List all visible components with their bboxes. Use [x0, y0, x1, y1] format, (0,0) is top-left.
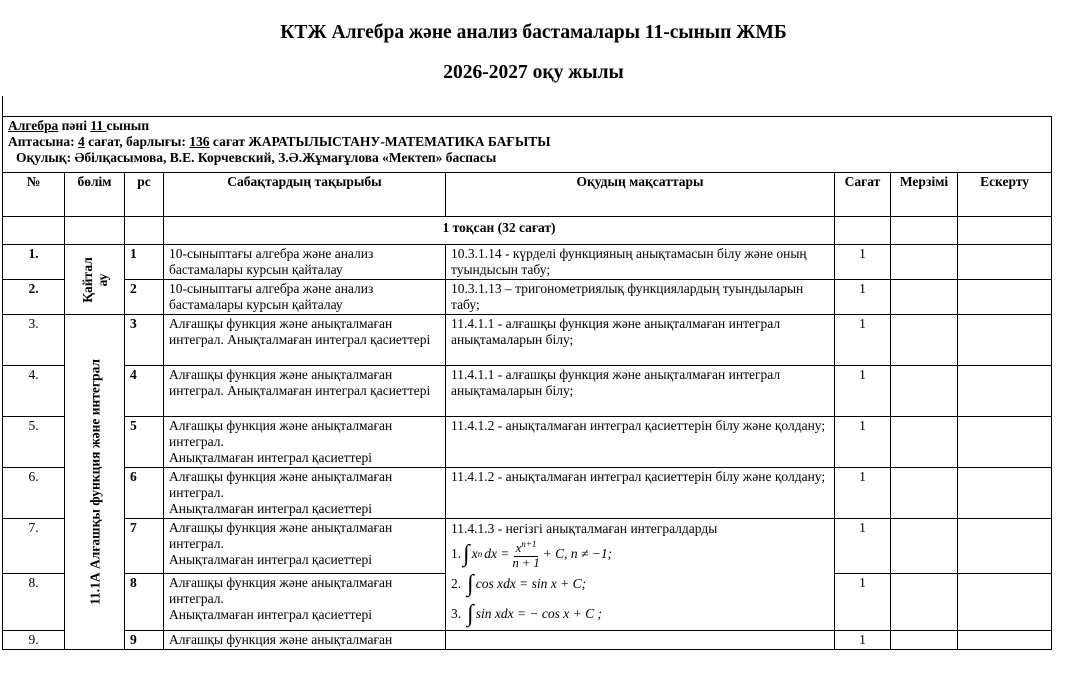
topic-line-2: Анықталмаған интеграл қасиеттері	[169, 607, 372, 623]
lesson-date	[891, 417, 958, 468]
fraction-numerator-exp: n+1	[521, 539, 537, 550]
subject-name: Алгебра	[8, 118, 59, 133]
row-num: 1.	[3, 245, 65, 280]
lesson-num: 9	[125, 631, 164, 650]
formula-2-num: 2.	[451, 576, 462, 591]
lesson-note	[958, 468, 1052, 519]
lesson-goal: 10.3.1.14 - күрделі функцияның анықтамасын білу және оның туындысын табу;	[446, 245, 835, 280]
lesson-topic: Алғашқы функция және анықталмаған интеграл. Анықталмаған интеграл қасиеттері	[164, 366, 446, 417]
lesson-topic	[164, 519, 446, 574]
fraction-numerator: x	[515, 541, 522, 556]
lesson-date	[891, 468, 958, 519]
formula-2	[451, 569, 829, 599]
col-lesson: рс	[125, 173, 164, 217]
formula-3-num: 3.	[451, 606, 462, 621]
table-header-info	[3, 117, 1052, 173]
table-row	[3, 519, 1052, 574]
formula-1-fraction	[512, 538, 539, 569]
grade-number: 11	[90, 118, 107, 133]
lesson-goal: 11.4.1.2 - анықталмаған интеграл қасиеттерін білу және қолдану;	[446, 417, 835, 468]
lesson-note	[958, 574, 1052, 631]
table-row	[3, 315, 1052, 366]
section-repeat-label: Қайтал ау	[79, 256, 110, 303]
lesson-plan-table	[2, 116, 1052, 650]
hours-total: 136	[189, 134, 210, 149]
formula-1-num: 1.	[451, 546, 462, 561]
quarter-label: 1 тоқсан (32 сағат)	[164, 217, 835, 245]
row-num: 4.	[3, 366, 65, 417]
lesson-num: 5	[125, 417, 164, 468]
lesson-topic: Алғашқы функция және анықталмаған интеграл. Анықталмаған интеграл қасиеттері	[164, 315, 446, 366]
lesson-date	[891, 245, 958, 280]
lesson-hours: 1	[835, 574, 891, 631]
col-section: бөлім	[65, 173, 125, 217]
lesson-num: 7	[125, 519, 164, 574]
lesson-topic	[164, 574, 446, 631]
row-num: 9.	[3, 631, 65, 650]
lesson-note	[958, 417, 1052, 468]
table-row	[3, 631, 1052, 650]
lesson-num: 3	[125, 315, 164, 366]
section-repeat	[65, 245, 125, 315]
integral-sign-icon: ∫	[467, 571, 474, 597]
lesson-date	[891, 366, 958, 417]
lesson-num: 8	[125, 574, 164, 631]
section-integral	[65, 315, 125, 650]
integral-formulas	[451, 539, 829, 629]
subject-line	[8, 118, 1046, 134]
lesson-goal: 11.4.1.1 - алғашқы функция және анықталмаған интеграл анықтамаларын білу;	[446, 315, 835, 366]
academic-year: 2026-2027 оқу жылы	[443, 62, 624, 83]
col-num: №	[3, 173, 65, 217]
topic-line-1: Алғашқы функция және анықталмаған интеграл.	[169, 418, 393, 449]
direction-label: сағат ЖАРАТЫЛЫСТАНУ-МАТЕМАТИКА БАҒЫТЫ	[209, 134, 551, 149]
lesson-date	[891, 315, 958, 366]
topic-line-1: Алғашқы функция және анықталмаған интеграл.	[169, 520, 393, 551]
week-mid: сағат, барлығы:	[84, 134, 190, 149]
lesson-topic: Алғашқы функция және анықталмаған	[164, 631, 446, 650]
subject-label: пәні	[58, 118, 91, 133]
lesson-goal: 10.3.1.13 – тригонометриялық функциялардың туындыларын табу;	[446, 280, 835, 315]
grade-label: сынып	[106, 118, 150, 133]
lesson-hours: 1	[835, 366, 891, 417]
row-num: 8.	[3, 574, 65, 631]
lesson-topic	[164, 468, 446, 519]
table-row	[3, 417, 1052, 468]
lesson-topic: 10-сыныптағы алгебра және анализ бастамалары курсын қайталау	[164, 280, 446, 315]
row-num: 6.	[3, 468, 65, 519]
col-note: Ескерту	[958, 173, 1052, 217]
topic-line-2: Анықталмаған интеграл қасиеттері	[169, 552, 372, 567]
row-num: 2.	[3, 280, 65, 315]
lesson-note	[958, 245, 1052, 280]
lesson-date	[891, 519, 958, 574]
lesson-note	[958, 519, 1052, 574]
table-row	[3, 468, 1052, 519]
formula-2-body: cos xdx = sin x + C;	[475, 576, 587, 591]
formula-3-body: sin xdx = − cos x + C ;	[475, 606, 603, 621]
lesson-num: 1	[125, 245, 164, 280]
lesson-note	[958, 366, 1052, 417]
lesson-goal	[446, 519, 835, 631]
integral-sign-icon: ∫	[467, 601, 474, 627]
row-num: 5.	[3, 417, 65, 468]
integral-sign-icon: ∫	[463, 541, 470, 567]
col-date: Мерзімі	[891, 173, 958, 217]
row-num: 7.	[3, 519, 65, 574]
topic-line-1: Алғашқы функция және анықталмаған интеграл.	[169, 469, 393, 500]
formula-1-tail: + C, n ≠ −1;	[542, 546, 613, 561]
col-topic: Сабақтардың тақырыбы	[164, 173, 446, 217]
lesson-hours: 1	[835, 245, 891, 280]
formula-1-exp: n	[477, 549, 483, 559]
col-goals: Оқудың мақсаттары	[446, 173, 835, 217]
fraction-denominator: n + 1	[512, 555, 540, 570]
section-integral-label: 11.1А Алғашқы функция және интеграл	[87, 358, 102, 606]
lesson-goal: 11.4.1.1 - алғашқы функция және анықталмаған интеграл анықтамаларын білу;	[446, 366, 835, 417]
row-num: 3.	[3, 315, 65, 366]
lesson-date	[891, 574, 958, 631]
textbook-line: Оқулық: Әбілқасымова, В.Е. Корчевский, З.Ә.Жұмағұлова «Мектеп» баспасы	[16, 150, 497, 165]
lesson-goal	[446, 631, 835, 650]
hours-line	[8, 134, 1046, 150]
quarter-row	[3, 217, 1052, 245]
hours-per-week: 4	[78, 134, 85, 149]
col-hours: Сағат	[835, 173, 891, 217]
week-prefix: Аптасына:	[8, 134, 79, 149]
lesson-num: 2	[125, 280, 164, 315]
lesson-hours: 1	[835, 417, 891, 468]
left-margin-line	[2, 96, 3, 116]
lesson-note	[958, 631, 1052, 650]
lesson-note	[958, 315, 1052, 366]
lesson-note	[958, 280, 1052, 315]
table-row	[3, 245, 1052, 280]
lesson-hours: 1	[835, 519, 891, 574]
formula-1-d: dx =	[484, 546, 510, 561]
lesson-num: 4	[125, 366, 164, 417]
goal-text: 11.4.1.3 - негізгі анықталмаған интегралдарды	[451, 521, 718, 536]
lesson-goal: 11.4.1.2 - анықталмаған интеграл қасиеттерін білу және қолдану;	[446, 468, 835, 519]
lesson-num: 6	[125, 468, 164, 519]
document-title: КТЖ Алгебра және анализ бастамалары 11-сынып ЖМБ	[280, 22, 787, 43]
lesson-hours: 1	[835, 280, 891, 315]
lesson-hours: 1	[835, 468, 891, 519]
formula-1-integrand: x	[471, 546, 478, 561]
formula-3	[451, 599, 829, 629]
lesson-date	[891, 631, 958, 650]
topic-line-1: Алғашқы функция және анықталмаған интеграл.	[169, 575, 393, 607]
formula-1	[451, 539, 829, 569]
column-headers	[3, 173, 1052, 217]
lesson-hours: 1	[835, 315, 891, 366]
topic-line-2: Анықталмаған интеграл қасиеттері	[169, 501, 372, 516]
lesson-topic	[164, 417, 446, 468]
lesson-hours: 1	[835, 631, 891, 650]
table-row	[3, 280, 1052, 315]
lesson-topic: 10-сыныптағы алгебра және анализ бастамалары курсын қайталау	[164, 245, 446, 280]
lesson-date	[891, 280, 958, 315]
table-row	[3, 366, 1052, 417]
topic-line-2: Анықталмаған интеграл қасиеттері	[169, 450, 372, 465]
